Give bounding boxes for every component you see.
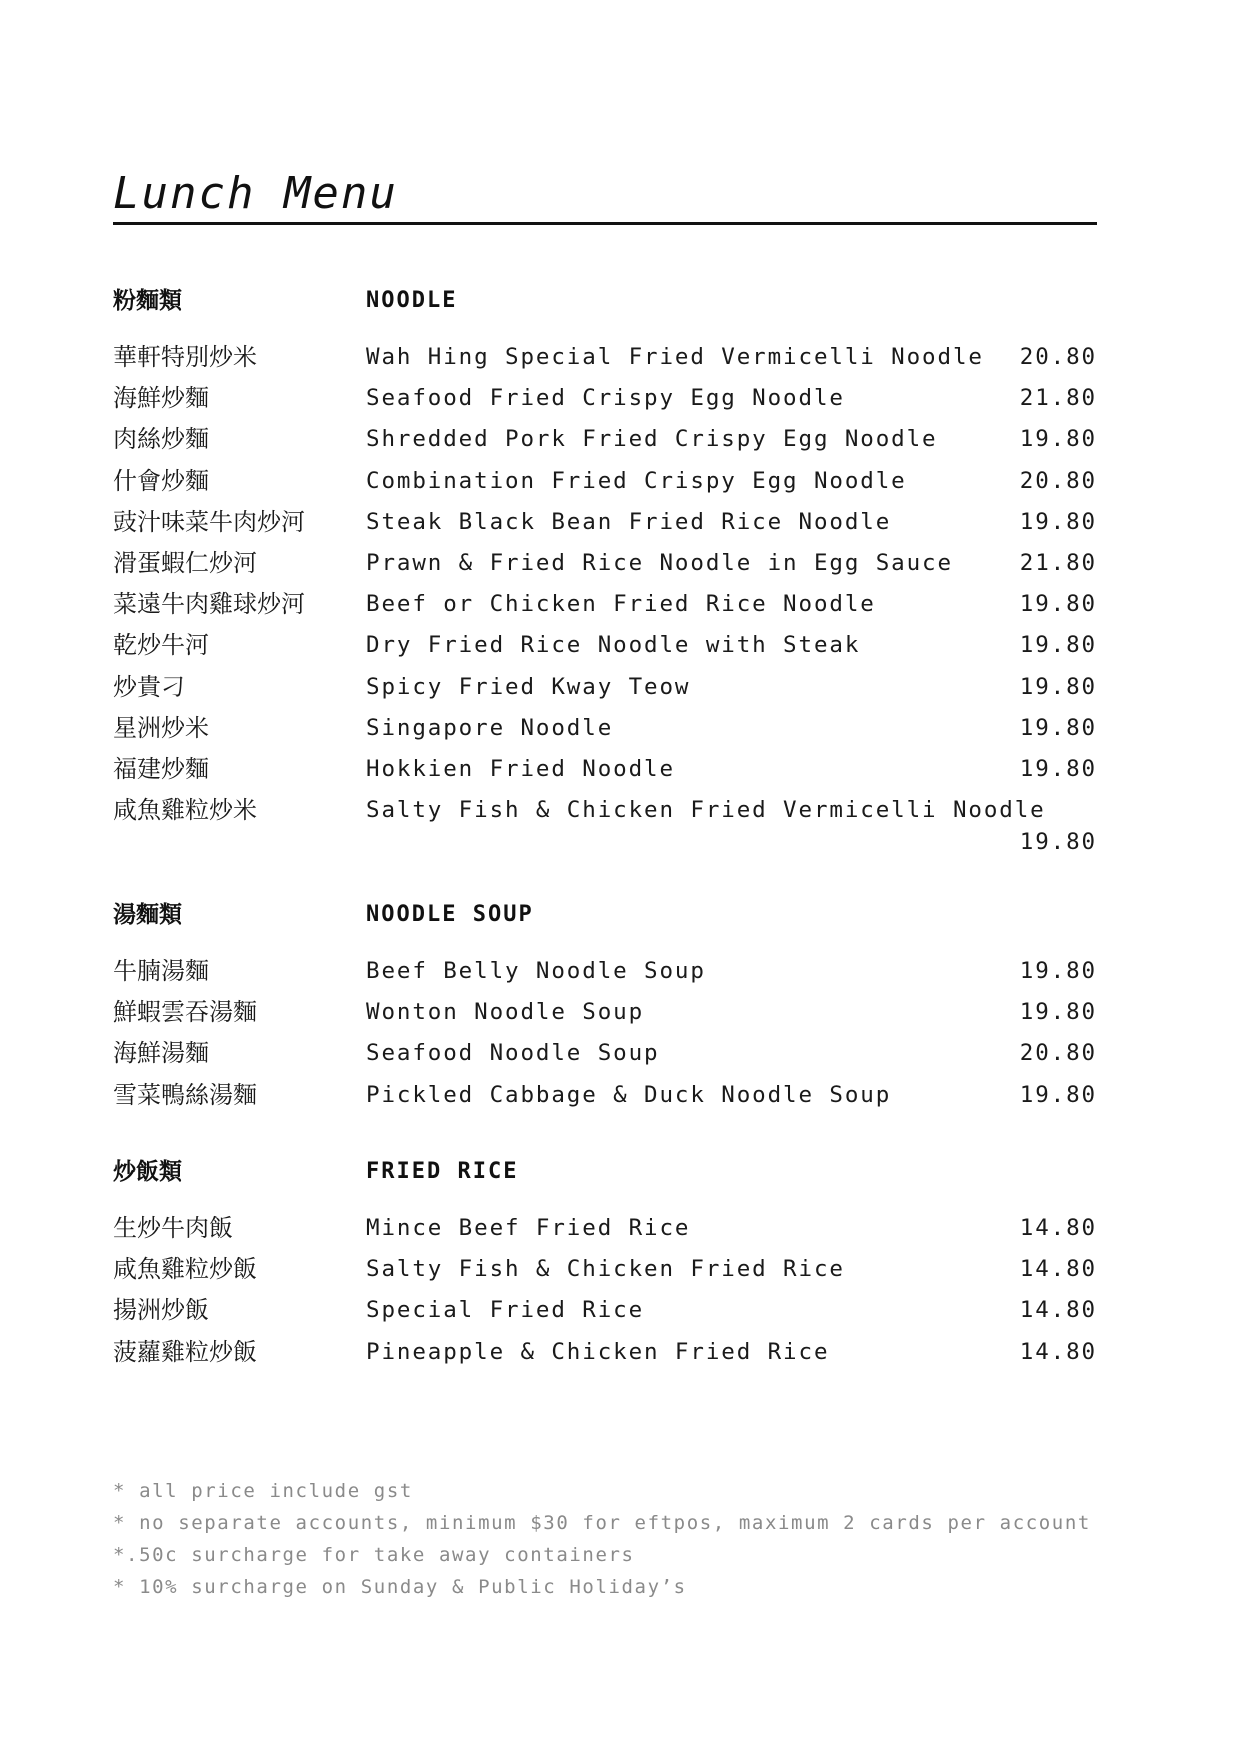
item-name-zh: 菜遠牛肉雞球炒河 — [113, 590, 305, 619]
item-name-zh: 星洲炒米 — [113, 713, 209, 742]
menu-item — [113, 422, 1097, 463]
item-name-en: Seafood Fried Crispy Egg Noodle — [366, 385, 845, 412]
item-name-zh: 滑蛋蝦仁炒河 — [113, 548, 257, 577]
item-name-zh: 什會炒麵 — [113, 466, 209, 495]
item-price: 20.80 — [1019, 344, 1097, 370]
item-name-zh: 牛腩湯麵 — [113, 957, 209, 985]
menu-item — [113, 1252, 1097, 1293]
item-name-en: Shredded Pork Fried Crispy Egg Noodle — [366, 426, 938, 453]
item-list — [113, 340, 1097, 861]
section-noodle — [113, 286, 1097, 861]
section-header — [113, 1157, 1097, 1195]
item-name-en: Special Fried Rice — [366, 1297, 645, 1324]
item-name-en: Salty Fish & Chicken Fried Rice — [366, 1256, 845, 1283]
item-name-en: Wonton Noodle Soup — [366, 999, 645, 1026]
item-list — [113, 954, 1097, 1119]
item-price: 19.80 — [1019, 673, 1097, 700]
section-noodle-soup — [113, 900, 1097, 1119]
section-title-zh: 粉麵類 — [113, 288, 182, 314]
section-fried-rice — [113, 1157, 1097, 1376]
item-price: 19.80 — [1019, 508, 1097, 535]
item-name-en: Spicy Fried Kway Teow — [366, 673, 691, 700]
item-name-zh: 炒貴刁 — [113, 672, 185, 701]
item-name-zh: 鮮蝦雲吞湯麵 — [113, 998, 257, 1027]
item-price: 21.80 — [1019, 549, 1097, 576]
footnote: *.50c surcharge for take away containers — [113, 1544, 635, 1566]
item-list — [113, 1211, 1097, 1376]
item-name-zh: 華軒特別炒米 — [113, 343, 257, 371]
item-name-en: Seafood Noodle Soup — [366, 1040, 660, 1067]
menu-item — [113, 628, 1097, 669]
section-title-en: NOODLE SOUP — [366, 902, 534, 927]
menu-item — [113, 752, 1097, 793]
item-name-zh: 乾炒牛河 — [113, 631, 209, 660]
item-name-en: Beef or Chicken Fried Rice Noodle — [366, 591, 876, 618]
item-name-zh: 海鮮湯麵 — [113, 1039, 209, 1068]
item-name-zh: 生炒牛肉飯 — [113, 1214, 233, 1242]
item-name-zh: 雪菜鴨絲湯麵 — [113, 1080, 257, 1109]
item-name-zh: 菠蘿雞粒炒飯 — [113, 1337, 257, 1366]
section-title-zh: 炒飯類 — [113, 1159, 182, 1185]
menu-title: Lunch Menu — [113, 168, 398, 219]
menu-item — [113, 1036, 1097, 1077]
item-price: 19.80 — [1019, 958, 1097, 984]
item-name-en: Steak Black Bean Fried Rice Noodle — [366, 508, 892, 535]
item-price: 14.80 — [1019, 1297, 1097, 1324]
item-price: 19.80 — [1019, 632, 1097, 659]
item-name-en: Singapore Noodle — [366, 714, 614, 741]
section-title-en: FRIED RICE — [366, 1159, 519, 1184]
item-name-en: Pickled Cabbage & Duck Noodle Soup — [366, 1081, 892, 1108]
menu-item — [113, 954, 1097, 995]
item-name-en: Prawn & Fried Rice Noodle in Egg Sauce — [366, 549, 953, 576]
item-price: 19.80 — [1019, 426, 1097, 453]
menu-item — [113, 340, 1097, 381]
menu-item — [113, 995, 1097, 1036]
item-name-en: Pineapple & Chicken Fried Rice — [366, 1338, 830, 1365]
item-price: 20.80 — [1019, 467, 1097, 494]
menu-item — [113, 1078, 1097, 1119]
menu-item — [113, 381, 1097, 422]
item-name-en: Dry Fried Rice Noodle with Steak — [366, 632, 861, 659]
item-name-zh: 豉汁味菜牛肉炒河 — [113, 507, 305, 536]
item-price: 19.80 — [1019, 714, 1097, 741]
footnote: * 10% surcharge on Sunday & Public Holiday’s — [113, 1576, 687, 1598]
item-name-zh: 海鮮炒麵 — [113, 384, 209, 413]
item-price: 20.80 — [1019, 1040, 1097, 1067]
item-price: 19.80 — [1019, 1081, 1097, 1108]
item-name-en: Hokkien Fried Noodle — [366, 755, 675, 782]
footnote: * no separate accounts, minimum $30 for eftpos, maximum 2 cards per account — [113, 1512, 1091, 1534]
title-underline — [113, 222, 1097, 225]
item-price: 19.80 — [1019, 755, 1097, 782]
item-price: 21.80 — [1019, 385, 1097, 412]
item-name-en: Salty Fish & Chicken Fried Vermicelli Noodle — [366, 797, 1046, 824]
menu-item — [113, 670, 1097, 711]
item-name-zh: 福建炒麵 — [113, 754, 209, 783]
item-name-en: Mince Beef Fried Rice — [366, 1215, 691, 1241]
footnotes — [113, 1475, 1113, 1603]
menu-item — [113, 1293, 1097, 1334]
section-header — [113, 900, 1097, 938]
item-name-zh: 咸魚雞粒炒飯 — [113, 1255, 257, 1284]
item-price: 19.80 — [1019, 829, 1097, 856]
item-price: 19.80 — [1019, 591, 1097, 618]
section-title-en: NOODLE — [366, 288, 458, 313]
menu-item — [113, 1211, 1097, 1252]
item-price: 14.80 — [1019, 1338, 1097, 1365]
section-title-zh: 湯麵類 — [113, 902, 182, 928]
item-price: 14.80 — [1019, 1215, 1097, 1241]
menu-item — [113, 505, 1097, 546]
item-name-en: Combination Fried Crispy Egg Noodle — [366, 467, 907, 494]
item-name-en: Wah Hing Special Fried Vermicelli Noodle — [366, 344, 984, 370]
item-name-zh: 肉絲炒麵 — [113, 425, 209, 454]
menu-item — [113, 546, 1097, 587]
item-name-en: Beef Belly Noodle Soup — [366, 958, 706, 984]
menu-item — [113, 587, 1097, 628]
footnote: * all price include gst — [113, 1480, 413, 1502]
section-header — [113, 286, 1097, 324]
menu-item — [113, 793, 1097, 861]
item-price: 19.80 — [1019, 999, 1097, 1026]
item-name-zh: 揚洲炒飯 — [113, 1296, 209, 1325]
item-price: 14.80 — [1019, 1256, 1097, 1283]
menu-item — [113, 464, 1097, 505]
menu-item — [113, 711, 1097, 752]
item-name-zh: 咸魚雞粒炒米 — [113, 796, 257, 825]
menu-item — [113, 1335, 1097, 1376]
